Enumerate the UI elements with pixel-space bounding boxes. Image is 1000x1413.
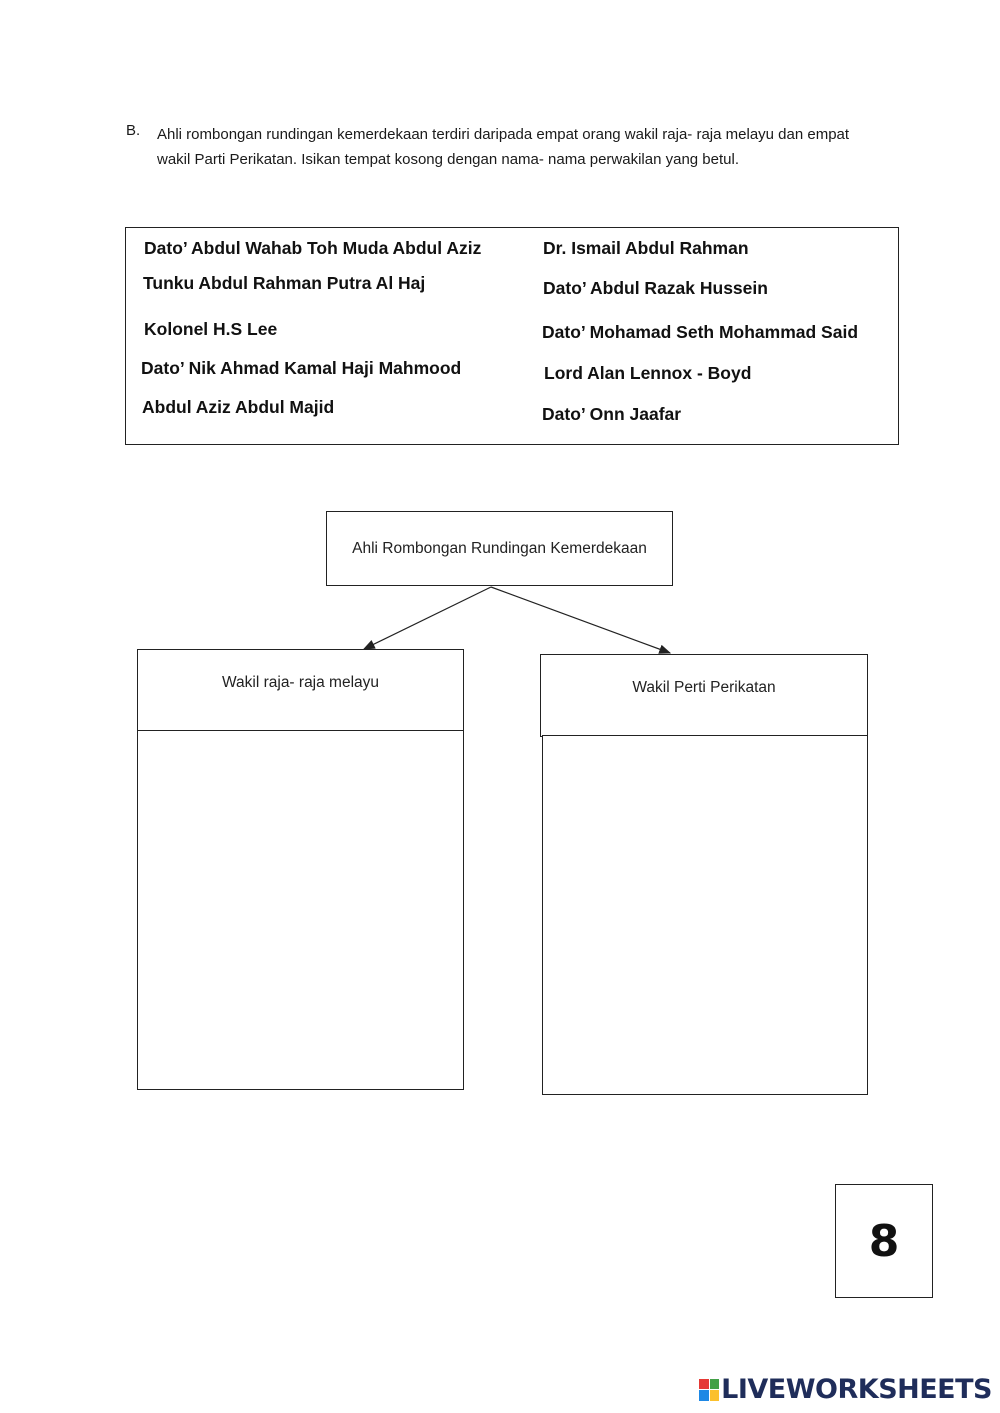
arrow-right [491,587,670,653]
name-option[interactable]: Dr. Ismail Abdul Rahman [543,238,749,258]
name-option[interactable]: Dato’ Mohamad Seth Mohammad Said [542,322,859,342]
page-number-box [835,1184,933,1298]
page-number: 8 [868,1215,900,1267]
right-branch-header [540,654,868,737]
name-option[interactable]: Dato’ Onn Jaafar [542,404,682,424]
name-option[interactable]: Dato’ Abdul Razak Hussein [543,278,768,298]
left-branch-header [137,649,464,732]
liveworksheets-logo [699,1374,992,1405]
arrow-left [364,587,491,649]
left-answer-area[interactable] [137,730,464,1090]
name-option[interactable]: Dato’ Abdul Wahab Toh Muda Abdul Aziz [144,238,482,258]
diagram-root-label: Ahli Rombongan Rundingan Kemerdekaan [352,539,647,557]
left-branch-label: Wakil raja- raja melayu [221,674,380,691]
brand-logo-icon [699,1379,719,1401]
name-option[interactable]: Dato’ Nik Ahmad Kamal Haji Mahmood [141,358,462,378]
name-option[interactable]: Abdul Aziz Abdul Majid [142,397,335,417]
name-option[interactable]: Lord Alan Lennox - Boyd [544,363,752,383]
right-answer-area[interactable] [542,735,868,1095]
question-text: Ahli rombongan rundingan kemerdekaan terdiri daripada empat orang wakil raja- raja melayu dan empat wakil Parti Perikatan. Isikan tempat kosong dengan nama- nama perwakilan yang betul. [157,126,850,168]
right-branch-label: Wakil Perti Perikatan [632,679,776,696]
name-option[interactable]: Kolonel H.S Lee [144,319,278,339]
name-option[interactable]: Tunku Abdul Rahman Putra Al Haj [143,273,426,293]
question-letter: B. [126,122,141,139]
brand-name: LIVEWORKSHEETS [721,1374,992,1405]
